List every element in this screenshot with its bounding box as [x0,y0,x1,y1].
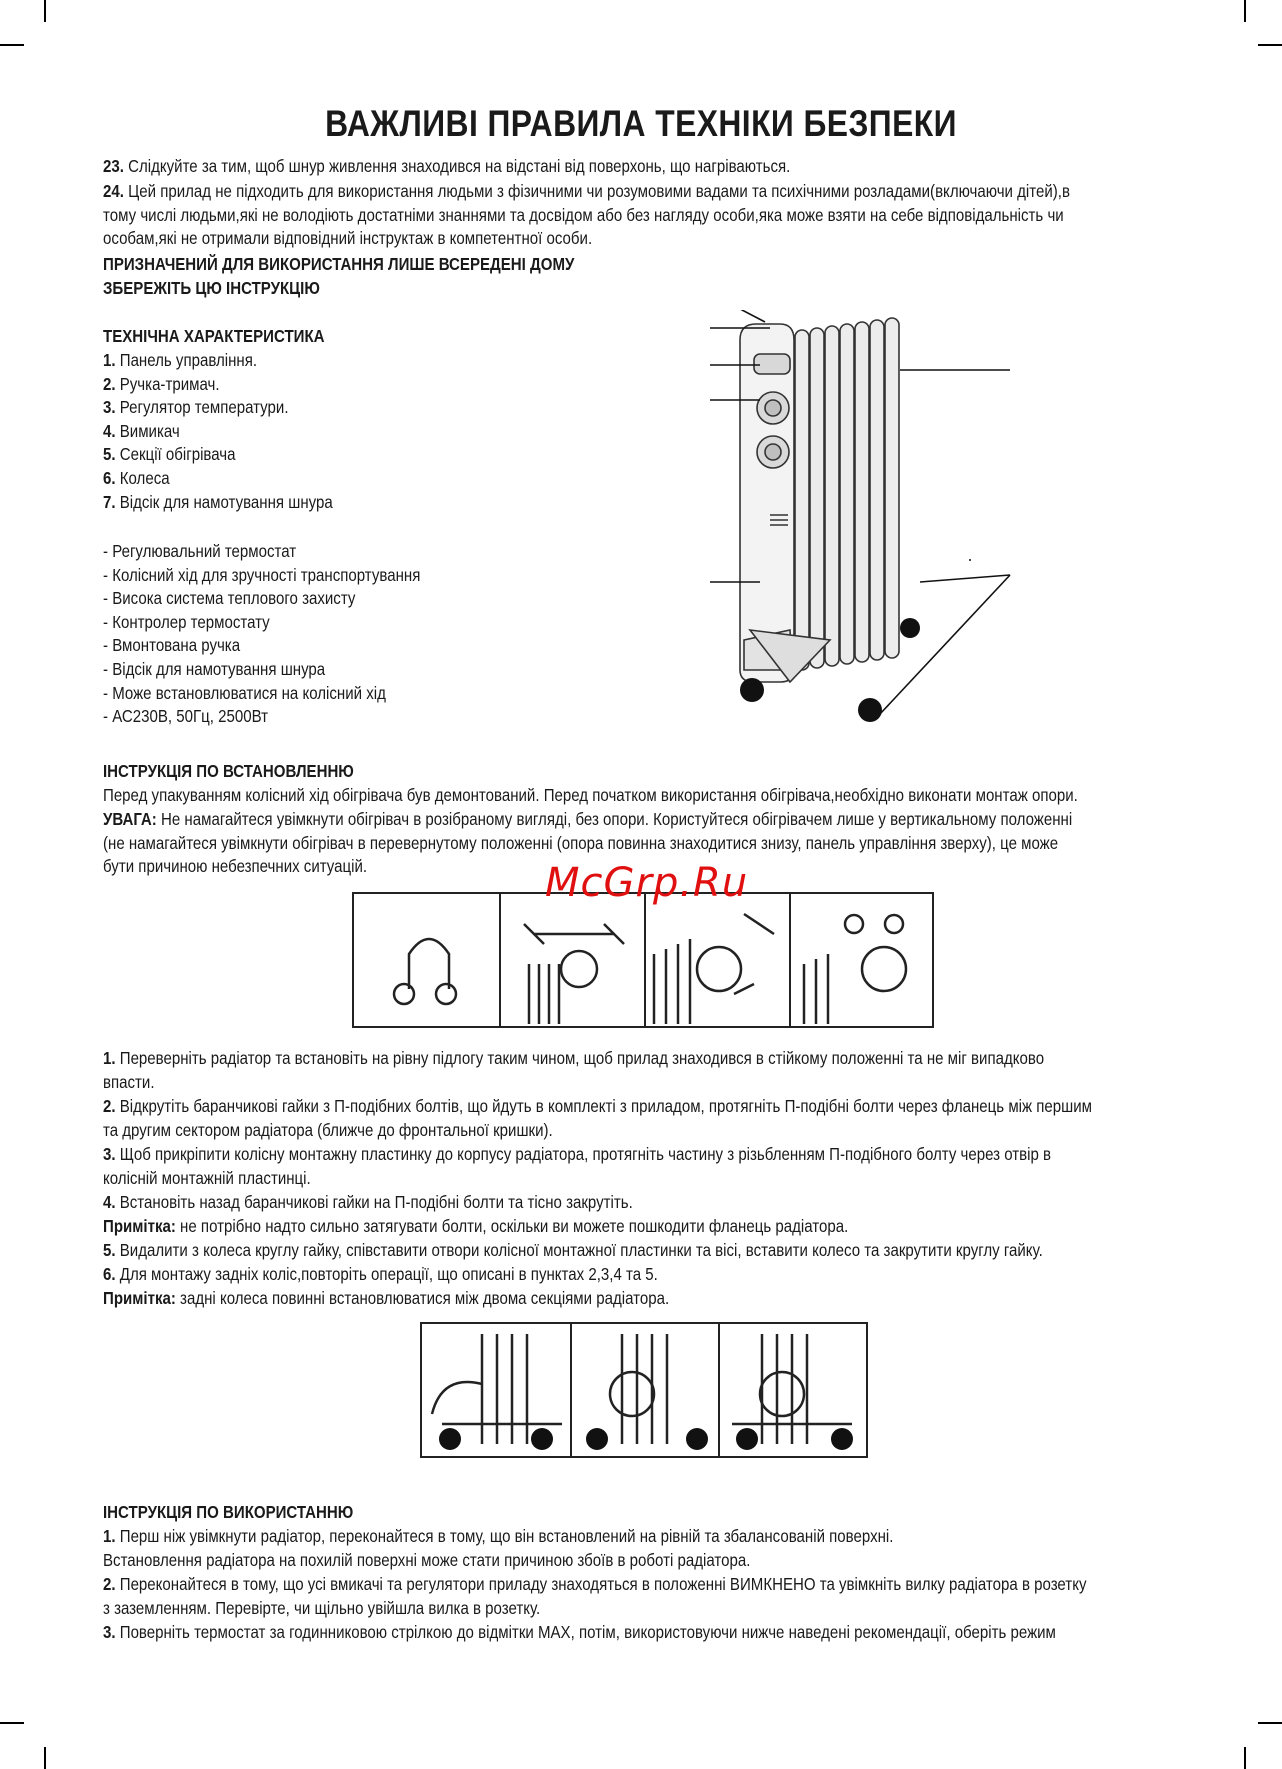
watermark: McGrp.Ru [545,860,749,906]
step-6: 6. Для монтажу задніх коліс,повторіть операції, що описані в пунктах 2,3,4 та 5. [103,1264,658,1284]
crop-mark [1258,1722,1282,1724]
crop-mark [1244,1747,1246,1769]
usage-3: 3. Поверніть термостат за годинниковою стрілкою до відмітки МАХ, потім, використовуючи нижче наведені рекомендації, оберіть режим [103,1622,1056,1642]
list-item: - Висока система теплового захисту [103,588,356,609]
install-warning: УВАГА: Не намагайтеся увімкнути обігрівач в розібраному вигляді, без опори. Користуйтеся обігрівачем лише у вертикальному положенні (не намагайтеся увімкнути обігрівач в перевернутому положенні (опора повинна знаходитися знизу, панель управління зверху), це може бути причиною небезпечних ситуацій. [103,809,1073,877]
list-item: - Вмонтована ручка [103,635,241,656]
usage-heading: ІНСТРУКЦІЯ ПО ВИКОРИСТАННЮ [103,1502,354,1522]
step-4: 4. Встановіть назад баранчикові гайки на П-подібні болти та тісно закрутіть. [103,1192,633,1212]
list-item: 1. Панель управління. [103,350,258,370]
list-item: - Може встановлюватися на колісний хід [103,682,386,703]
crop-mark [1244,0,1246,22]
rule-23: 23. Слідкуйте за тим, щоб шнур живлення знаходився на відстані від поверхонь, що нагріваються. [103,156,791,176]
specs-heading: ТЕХНІЧНА ХАРАКТЕРИСТИКА [103,326,325,346]
page-title: ВАЖЛИВІ ПРАВИЛА ТЕХНІКИ БЕЗПЕКИ [325,103,957,144]
crop-mark [44,0,46,22]
list-item: - Колісний хід для зручності транспортування [103,564,421,585]
rear-assembly-drawing [422,1324,866,1456]
features-list [103,540,420,729]
usage-2: 2. Переконайтеся в тому, що усі вмикачі та регулятори приладу знаходяться в положенні ВИМКНЕНО та увімкніть вилку радіатора в розетку з заземленням. Перевірте, чи щільно увійшла вилка в розетку. [103,1574,1087,1618]
list-item: - АС230В, 50Гц, 2500Вт [103,706,269,727]
list-item: 4. Вимикач [103,420,180,441]
step-3: 3. Щоб прикріпити колісну монтажну пластинку до корпусу радіатора, протягніть частину з різьбленням П-подібного болту через отвір в колісній монтажній пластинці. [103,1144,1052,1188]
list-item: - Регулювальний термостат [103,541,297,561]
crop-mark [1258,44,1282,46]
usage-1: 1. Перш ніж увімкнути радіатор, переконайтеся в тому, що він встановлений на рівній та збалансованій поверхні. Встановлення радіатора на похилій поверхні може стати причиною збоїв в роботі радіатора. [103,1526,894,1570]
crop-mark [44,1747,46,1769]
step-2: 2. Відкрутіть баранчикові гайки з П-подібних болтів, що йдуть в комплекті з приладом, протягніть П-подібні болти через фланець між першим та другим сектором радіатора (ближче до фронтальної кришки). [103,1096,1092,1140]
rule-24: 24. Цей прилад не підходить для використання людьми з фізичними чи розумовими вадами та психічними розладами(включаючи дітей),в тому числі людьми,які не володіють достатніми знаннями та досвідом або без нагляду особи,яка може взяти на себе відповідальність чи особам,які не отримали відповідний інструктаж в компетентної особи. [103,181,1070,249]
list-item: 5. Секції обігрівача [103,444,236,465]
parts-list [103,349,333,514]
list-item: 6. Колеса [103,467,170,488]
install-figure-wheels [352,892,934,1028]
install-heading: ІНСТРУКЦІЯ ПО ВСТАНОВЛЕННЮ [103,761,354,781]
note-1: Примітка: не потрібно надто сильно затягувати болти, оскільки ви можете пошкодити фланець радіатора. [103,1216,849,1236]
keep-notice: ЗБЕРЕЖІТЬ ЦЮ ІНСТРУКЦІЮ [103,278,320,298]
radiator-illustration [710,310,1030,730]
list-item: 3. Регулятор температури. [103,397,289,418]
list-item: - Контролер термостату [103,611,270,632]
crop-mark [0,1722,24,1724]
crop-mark [0,44,24,46]
install-intro: Перед упакуванням колісний хід обігрівача був демонтований. Перед початком використання обігрівача,необхідно виконати монтаж опори. [103,785,1078,805]
note-2: Примітка: задні колеса повинні встановлюватися між двома секціями радіатора. [103,1288,670,1308]
list-item: 2. Ручка-тримач. [103,373,220,394]
list-item: 7. Відсік для намотування шнура [103,491,333,512]
step-5: 5. Видалити з колеса круглу гайку, співставити отвори колісної монтажної пластинки та вісі, вставити колесо та закрутити круглу гайку. [103,1240,1043,1260]
step-1: 1. Переверніть радіатор та встановіть на рівну підлогу таким чином, щоб прилад знаходився в стійкому положенні та не міг випадково впасти. [103,1048,1045,1092]
install-figure-rear-wheels [420,1322,868,1458]
indoor-notice: ПРИЗНАЧЕНИЙ ДЛЯ ВИКОРИСТАННЯ ЛИШЕ ВСЕРЕДЕНІ ДОМУ [103,254,575,274]
list-item: - Відсік для намотування шнура [103,658,326,679]
assembly-drawing [354,894,932,1026]
